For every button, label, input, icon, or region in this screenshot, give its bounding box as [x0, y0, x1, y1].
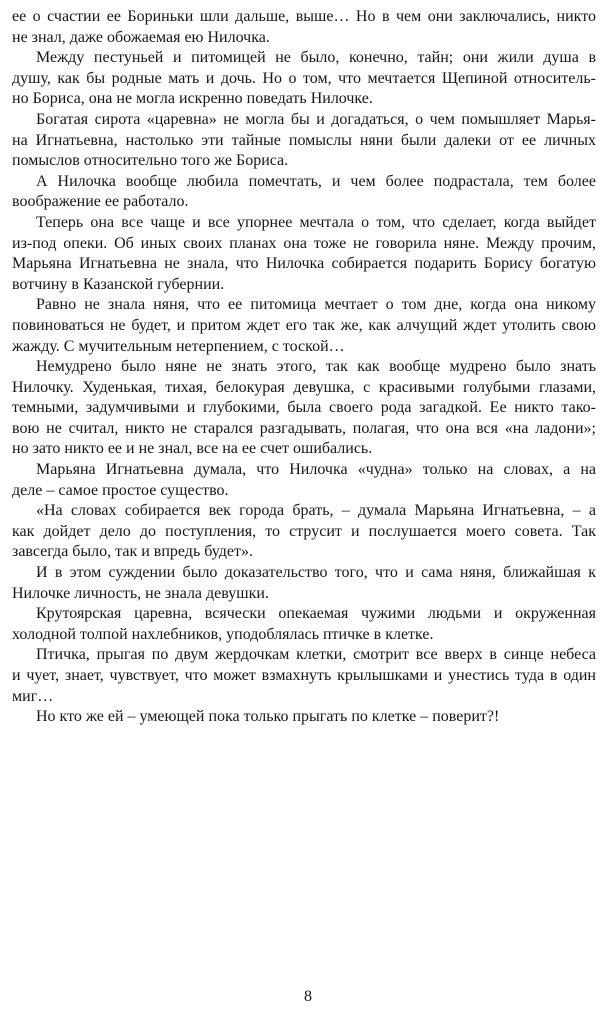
text-line: но зато никто ее и не знал, все на ее счет ошибались.: [12, 440, 373, 458]
text-line: не знал, даже обожаемая ею Нилочка.: [12, 28, 270, 46]
text-line: завсегда было, так и впредь будет».: [12, 543, 253, 561]
paragraph: [12, 110, 596, 172]
page-number: 8: [304, 988, 312, 1005]
paragraph: [12, 645, 596, 707]
paragraph: [12, 357, 596, 460]
text-line: Крутоярская царевна, всячески опекаемая чужими людьми и окруженная: [36, 605, 596, 623]
text-line: душу, как бы родные мать и дочь. Но о том, что мечтается Щепиной относитель-: [12, 69, 596, 87]
text-line: жажду. С мучительным нетерпением, с тоской…: [12, 337, 345, 355]
text-line: «На словах собирается век города брать, – думала Марьяна Игнатьевна, – а: [36, 502, 596, 520]
paragraph: [12, 172, 596, 213]
text-line: И в этом суждении было доказательство того, что и сама няня, ближайшая к: [36, 564, 596, 582]
text-line: на Игнатьевна, настолько эти тайные помыслы няни были далеки от ее личных: [12, 131, 596, 149]
paragraph: [12, 460, 596, 501]
text-line: Равно не знала няня, что ее питомица мечтает о том дне, когда она никому: [36, 296, 596, 314]
text-line: вотчину в Казанской губернии.: [12, 275, 225, 293]
text-line: Нилочку. Худенькая, тихая, белокурая девушка, с красивыми голубыми глазами,: [12, 378, 596, 396]
paragraph: [12, 501, 596, 563]
text-line: вою не считал, никто не старался разгадывать, полагая, что она вся «на ладони»;: [12, 419, 596, 437]
text-line: повиноваться не будет, и притом ждет его так же, как алчущий ждет утолить свою: [12, 316, 596, 334]
text-line: Марьяна Игнатьевна не знала, что Нилочка собирается подарить Борису богатую: [12, 255, 596, 273]
text-line: Нилочке личность, не знала девушки.: [12, 584, 269, 602]
text-line: деле – самое простое существо.: [12, 481, 229, 499]
text-line: Теперь она все чаще и все упорнее мечтала о том, что сделает, когда выйдет: [36, 213, 596, 231]
text-line: холодной толпой нахлебников, уподоблялась птичке в клетке.: [12, 625, 434, 643]
text-line: из-под опеки. Об иных своих планах она тоже не говорила няне. Между прочим,: [12, 234, 596, 252]
text-line: Но кто же ей – умеющей пока только прыгать по клетке – поверит?!: [36, 708, 500, 726]
text-line: помыслов относительно того же Бориса.: [12, 152, 289, 170]
text-line: Немудрено было няне не знать этого, так как вообще мудрено было знать: [36, 358, 596, 376]
text-line: миг…: [12, 687, 54, 705]
paragraph: [12, 48, 596, 110]
paragraph: [12, 707, 596, 728]
paragraph: [12, 7, 596, 48]
text-line: ее о счастии ее Бориньки шли дальше, выше… Но в чем они заключались, никто: [12, 8, 596, 25]
text-line: темными, задумчивыми и глубокими, была своего рода загадкой. Ее никто тако-: [12, 399, 596, 417]
text-line: Птичка, прыгая по двум жердочкам клетки, смотрит все вверх в синце небеса: [36, 646, 596, 664]
paragraph: [12, 213, 596, 295]
text-line: Между пестуньей и питомицей не было, конечно, тайн; они жили душа в: [36, 49, 596, 67]
text-line: и чует, знает, чувствует, что может взмахнуть крылышками и унестись туда в один: [12, 667, 596, 684]
text-line: А Нилочка вообще любила помечтать, и чем более подрастала, тем более: [36, 172, 596, 190]
text-line: Богатая сирота «царевна» не могла бы и догадаться, о чем помышляет Марья-: [36, 110, 596, 128]
paragraph: [12, 563, 596, 604]
paragraph: [12, 295, 596, 357]
text-line: Марьяна Игнатьевна думала, что Нилочка «чудна» только на словах, а на: [36, 461, 596, 479]
page-body: [12, 7, 596, 728]
text-line: как дойдет дело до поступления, то струсит и послушается моего совета. Так: [12, 522, 596, 540]
text-line: но Бориса, она не могла искренно поведать Нилочке.: [12, 90, 373, 108]
text-line: воображение ее работало.: [12, 193, 189, 211]
paragraph: [12, 604, 596, 645]
